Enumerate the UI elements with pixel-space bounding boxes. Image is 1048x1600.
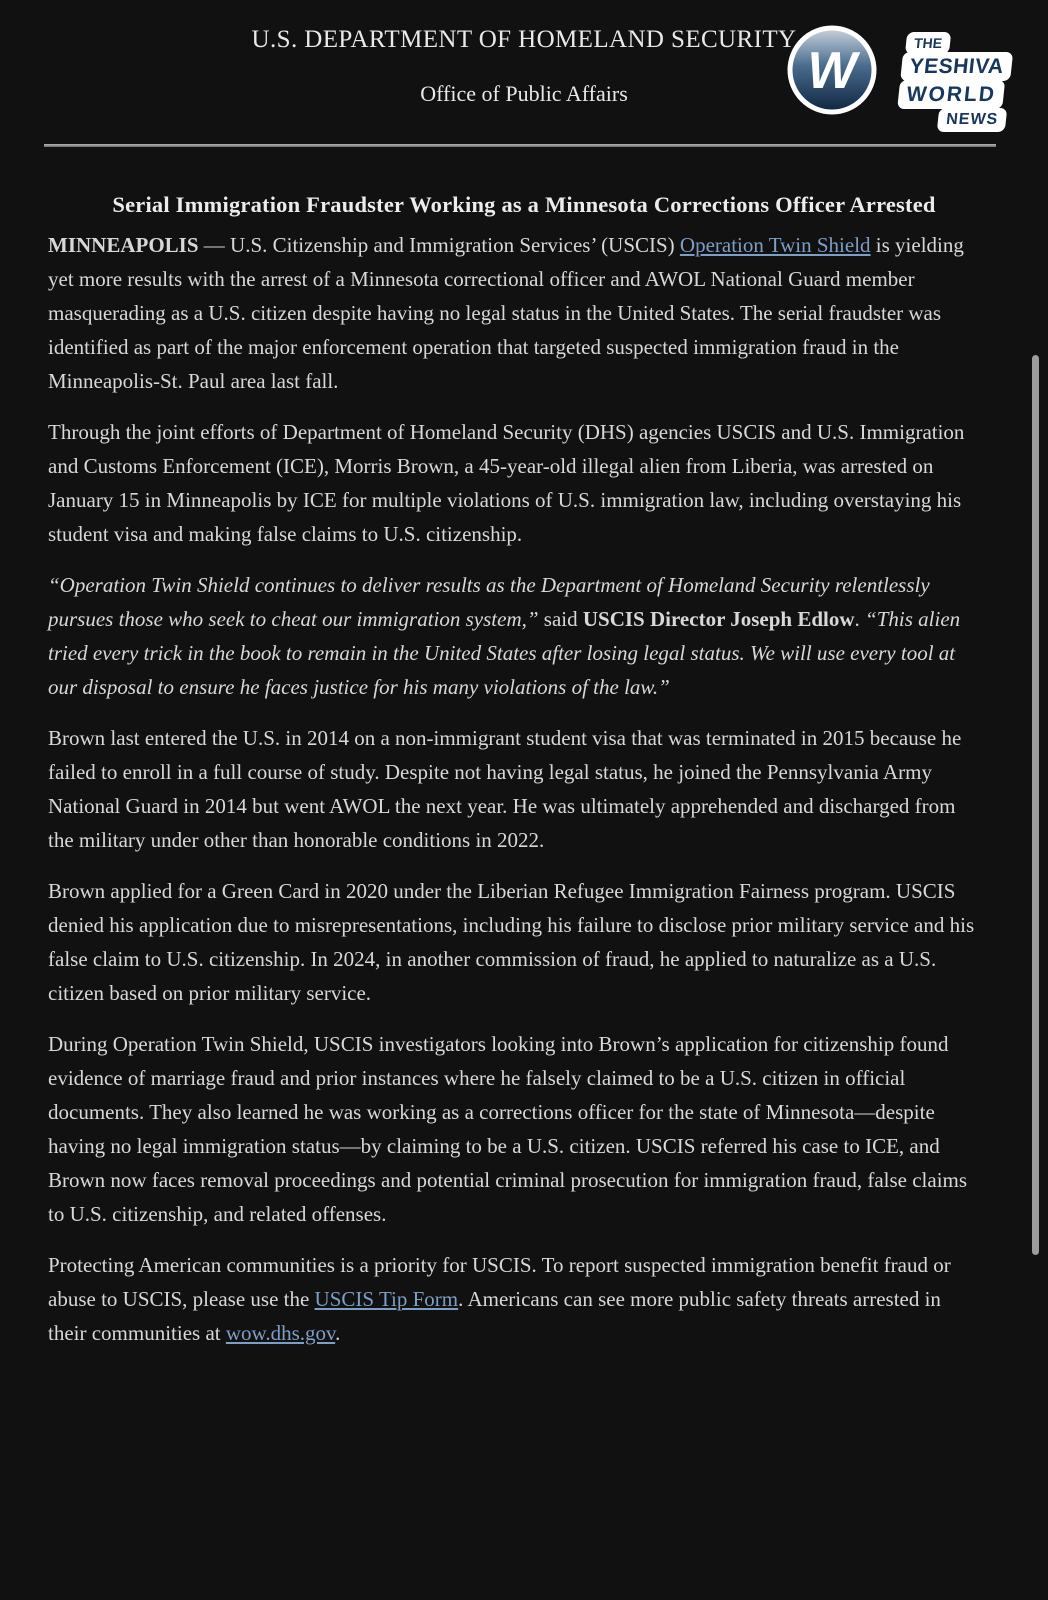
- text-segment: .: [854, 607, 866, 631]
- text-segment: During Operation Twin Shield, USCIS investigators looking into Brown’s application for citizenship found evidence of marriage fraud and prior instances where he falsely claimed to be a U.S. citizen in official documents. They also learned he was working as a corrections officer for the state of Minnesota—despite having no legal immigration status—by claiming to be a U.S. citizen. USCIS referred his case to ICE, and Brown now faces removal proceedings and potential criminal prosecution for immigration fraud, false claims to U.S. citizenship, and related offenses.: [48, 1032, 968, 1226]
- text-segment: “Operation Twin Shield continues to deliver results as the Department of Homeland Security relentlessly pursues those who seek to cheat our immigration system,”: [48, 573, 930, 631]
- inline-link[interactable]: Operation Twin Shield: [679, 233, 871, 257]
- text-segment: is yielding yet more results with the arrest of a Minnesota correctional officer and AWOL National Guard member masquerading as a U.S. citizen despite having no legal status in the United States. The serial fraudster was identified as part of the major enforcement operation that targeted suspected immigration fraud in the Minneapolis-St. Paul area last fall.: [48, 233, 964, 393]
- yw-monogram-icon: [786, 24, 878, 116]
- office-subtitle: Office of Public Affairs: [420, 81, 628, 106]
- text-segment: Brown applied for a Green Card in 2020 under the Liberian Refugee Immigration Fairness program. USCIS denied his application due to misrepresentations, including his failure to disclose prior military service and his false claim to U.S. citizenship. In 2024, in another commission of fraud, he applied to naturalize as a U.S. citizen based on prior military service.: [48, 879, 975, 1005]
- paragraph: [48, 415, 978, 551]
- paragraph: [48, 721, 978, 857]
- logo-word-news: NEWS: [939, 110, 1005, 130]
- logo-word-yeshiva: YESHIVA: [902, 54, 1011, 79]
- paragraph: [48, 1027, 978, 1231]
- yeshiva-world-news-logo: [786, 10, 1010, 128]
- paragraph: [48, 874, 978, 1010]
- text-segment: . Americans can see more public safety threats arrested in their communities at: [48, 1287, 941, 1345]
- svg-text:W: W: [807, 42, 857, 100]
- header-divider: [44, 144, 996, 147]
- logo-word-the: THE: [907, 34, 949, 52]
- department-title: U.S. DEPARTMENT OF HOMELAND SECURITY: [251, 26, 797, 53]
- text-segment: Brown last entered the U.S. in 2014 on a non-immigrant student visa that was terminated in 2015 because he failed to enroll in a full course of study. Despite not having legal status, he joined the Pennsylvania Army National Guard in 2014 but went AWOL the next year. He was ultimately apprehended and discharged from the military under other than honorable conditions in 2022.: [48, 726, 962, 852]
- text-segment: — U.S. Citizenship and Immigration Services’ (USCIS): [198, 233, 680, 257]
- logo-word-world: WORLD: [899, 82, 1003, 107]
- logo-wordmark: [897, 34, 1013, 130]
- paragraph: [48, 228, 978, 398]
- text-segment: MINNEAPOLIS: [48, 233, 199, 257]
- article-title: Serial Immigration Fraudster Working as a Minnesota Corrections Officer Arrested: [112, 192, 936, 217]
- text-segment: Protecting American communities is a priority for USCIS. To report suspected immigration benefit fraud or abuse to USCIS, please use the: [48, 1253, 951, 1311]
- inline-link[interactable]: wow.dhs.gov: [225, 1321, 336, 1345]
- text-segment: .: [335, 1321, 341, 1345]
- paragraph: [48, 568, 978, 704]
- text-segment: Through the joint efforts of Department of Homeland Security (DHS) agencies USCIS and U.S. Immigration and Customs Enforcement (ICE), Morris Brown, a 45-year-old illegal alien from Liberia, was arrested on January 15 in Minneapolis by ICE for multiple violations of U.S. immigration law, including overstaying his student visa and making false claims to U.S. citizenship.: [48, 420, 965, 546]
- text-segment: said: [543, 607, 583, 631]
- text-segment: “This alien tried every trick in the book to remain in the United States after losing legal status. We will use every tool at our disposal to ensure he faces justice for his many violations of the law.”: [48, 607, 961, 699]
- text-segment: USCIS Director Joseph Edlow: [582, 607, 855, 631]
- paragraph: [48, 1248, 978, 1350]
- inline-link[interactable]: USCIS Tip Form: [314, 1287, 459, 1311]
- article-body: [48, 228, 978, 1367]
- scrollbar-thumb[interactable]: [1032, 355, 1039, 1255]
